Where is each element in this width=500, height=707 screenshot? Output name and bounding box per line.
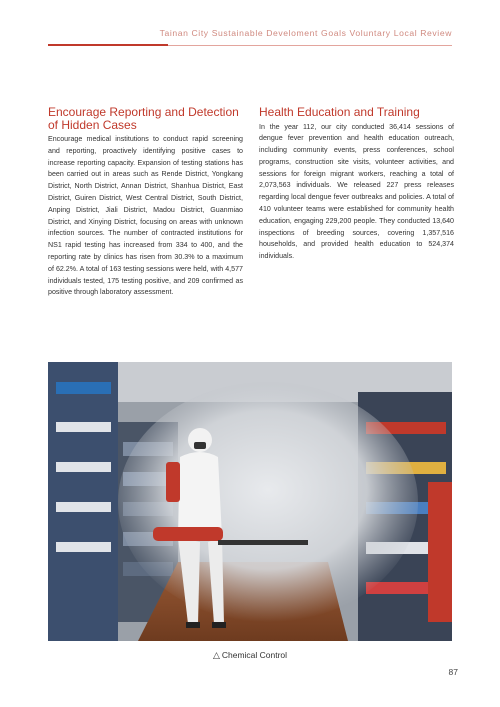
right-column [259, 106, 454, 263]
chemical-control-photo [48, 362, 452, 641]
header-rule [168, 45, 452, 46]
section-body-reporting: Encourage medical institutions to conduct rapid screening and reporting, proactively identifying positive cases to increase reporting capacity. Expansion of testing stations has been carried out in areas such as Rende District, Yongkang District, North District, Annan District, Shanhua District, East District, Guiren District, West Central District, South District, Anping District, Jiali District, Madou District, Guanmiao District, and Xinying District, focusing on areas with unknown infection sources. The number of contracted institutions for NS1 rapid testing has increased from 334 to 400, and the reporting rate by clinics has risen from 30.3% to a maximum of 62.2%. A total of 163 testing sessions were held, with 4,577 individuals tested, 175 testing positive, and 209 confirmed as positive through laboratory assessment. [48, 135, 243, 297]
page-number: 87 [448, 667, 458, 677]
left-column [48, 106, 243, 299]
header-rule-accent [48, 44, 168, 46]
header-title: Tainan City Sustainable Develoment Goals Voluntary Local Review [159, 28, 452, 38]
section-heading-reporting: Encourage Reporting and Detection of Hidden Cases [48, 105, 239, 132]
section-heading-health-education: Health Education and Training [259, 105, 420, 119]
photo-caption-text: Chemical Control [221, 650, 288, 660]
photo-caption [0, 650, 500, 661]
section-body-health-education: In the year 112, our city conducted 36,414 sessions of dengue fever prevention and health education outreach, including community events, press conferences, school programs, construction site visits, volunteer activities, and sessions for foreign migrant workers, reaching a total of 2,073,563 individuals. We released 227 press releases regarding local dengue fever outbreaks and policies. A total of 410 volunteer teams were established for community health education, engaging 229,200 people. They conducted 13,640 inspections of breeding sources, covering 1,357,516 households, and provided health education to 524,374 individuals. [259, 122, 454, 261]
triangle-outline-icon: △ [212, 650, 220, 660]
